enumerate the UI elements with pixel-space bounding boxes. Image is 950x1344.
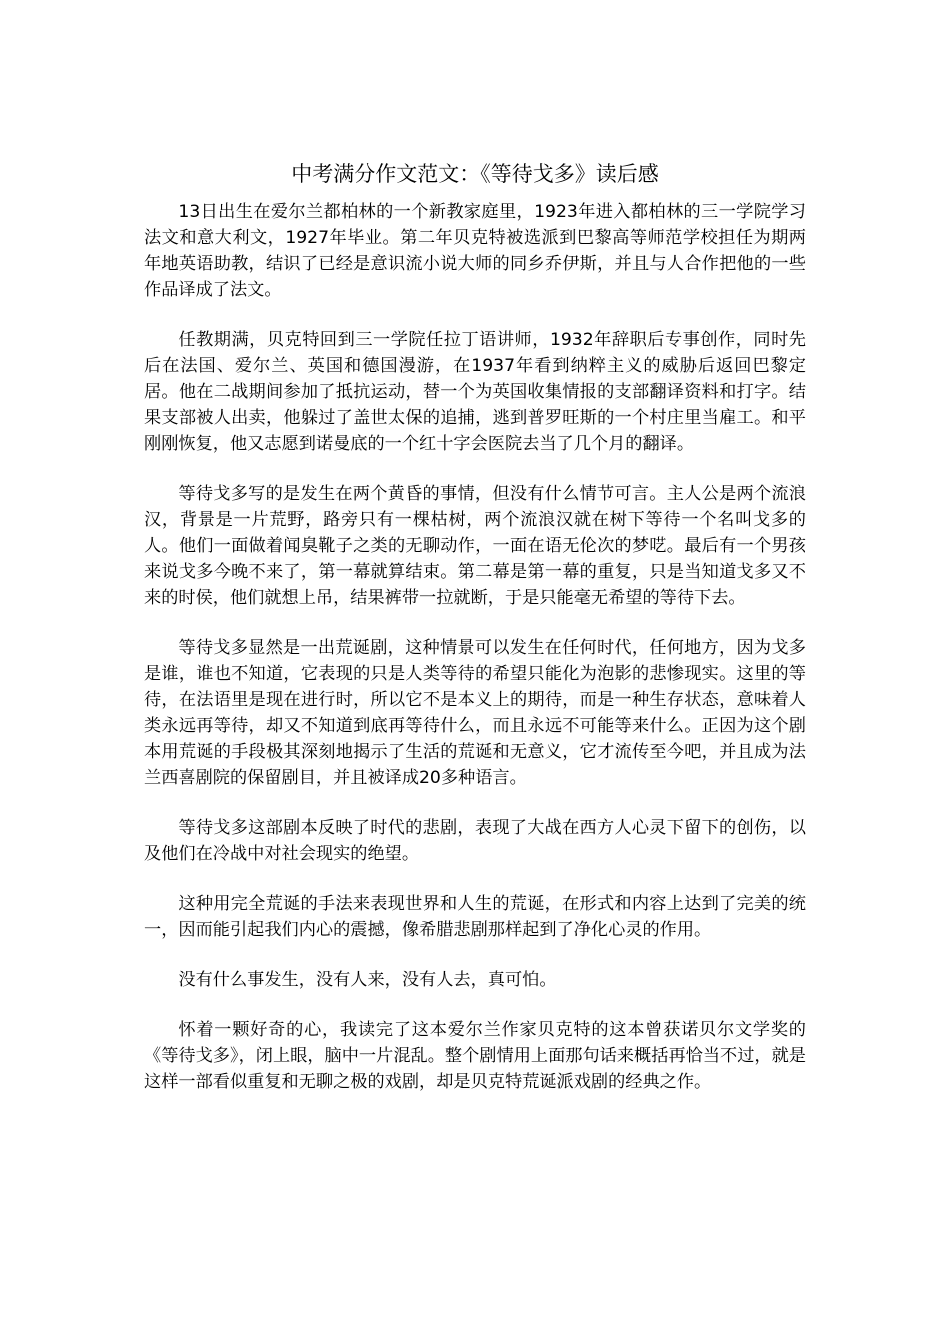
paragraph-1: 13日出生在爱尔兰都柏林的一个新教家庭里，1923年进入都柏林的三一学院学习法文和意大利文，1927年毕业。第二年贝克特被选派到巴黎高等师范学校担任为期两年地英语助教，结识了已经是意识流小说大师的同乡乔伊斯，并且与人合作把他的一些作品译成了法文。 [144,202,806,300]
document-title: 中考满分作文范文：《等待戈多》读后感 [291,162,659,186]
paragraph-4: 等待戈多显然是一出荒诞剧，这种情景可以发生在任何时代，任何地方，因为戈多是谁，谁也不知道，它表现的只是人类等待的希望只能化为泡影的悲惨现实。这里的等待，在法语里是现在进行时，所以它不是本义上的期待，而是一种生存状态，意味着人类永远再等待，却又不知道到底再等待什么，而且永远不可能等来什么。正因为这个剧本用荒诞的手段极其深刻地揭示了生活的荒诞和无意义，它才流传至今吧，并且成为法兰西喜剧院的保留剧目，并且被译成20多种语言。 [144,638,806,788]
paragraph-8: 怀着一颗好奇的心，我读完了这本爱尔兰作家贝克特的这本曾获诺贝尔文学奖的《等待戈多》，闭上眼，脑中一片混乱。整个剧情用上面那句话来概括再恰当不过，就是这样一部看似重复和无聊之极的戏剧，却是贝克特荒诞派戏剧的经典之作。 [144,1020,806,1092]
paragraph-2: 任教期满，贝克特回到三一学院任拉丁语讲师，1932年辞职后专事创作，同时先后在法国、爱尔兰、英国和德国漫游，在1937年看到纳粹主义的威胁后返回巴黎定居。他在二战期间参加了抵抗运动，替一个为英国收集情报的支部翻译资料和打字。结果支部被人出卖，他躲过了盖世太保的追捕，逃到普罗旺斯的一个村庄里当雇工。和平刚刚恢复，他又志愿到诺曼底的一个红十字会医院去当了几个月的翻译。 [144,330,806,454]
paragraph-7: 没有什么事发生，没有人来，没有人去，真可怕。 [178,970,557,990]
paragraph-6: 这种用完全荒诞的手法来表现世界和人生的荒诞，在形式和内容上达到了完美的统一，因而能引起我们内心的震撼，像希腊悲剧那样起到了净化心灵的作用。 [144,894,806,940]
paragraph-5: 等待戈多这部剧本反映了时代的悲剧，表现了大战在西方人心灵下留下的创伤，以及他们在冷战中对社会现实的绝望。 [144,818,806,864]
document-body [144,199,806,1119]
paragraph-3: 等待戈多写的是发生在两个黄昏的事情，但没有什么情节可言。主人公是两个流浪汉，背景是一片荒野，路旁只有一棵枯树，两个流浪汉就在树下等待一个名叫戈多的人。他们一面做着闻臭靴子之类的无聊动作，一面在语无伦次的梦呓。最后有一个男孩来说戈多今晚不来了，第一幕就算结束。第二幕是第一幕的重复，只是当知道戈多又不来的时侯，他们就想上吊，结果裤带一拉就断，于是只能毫无希望的等待下去。 [144,484,806,608]
